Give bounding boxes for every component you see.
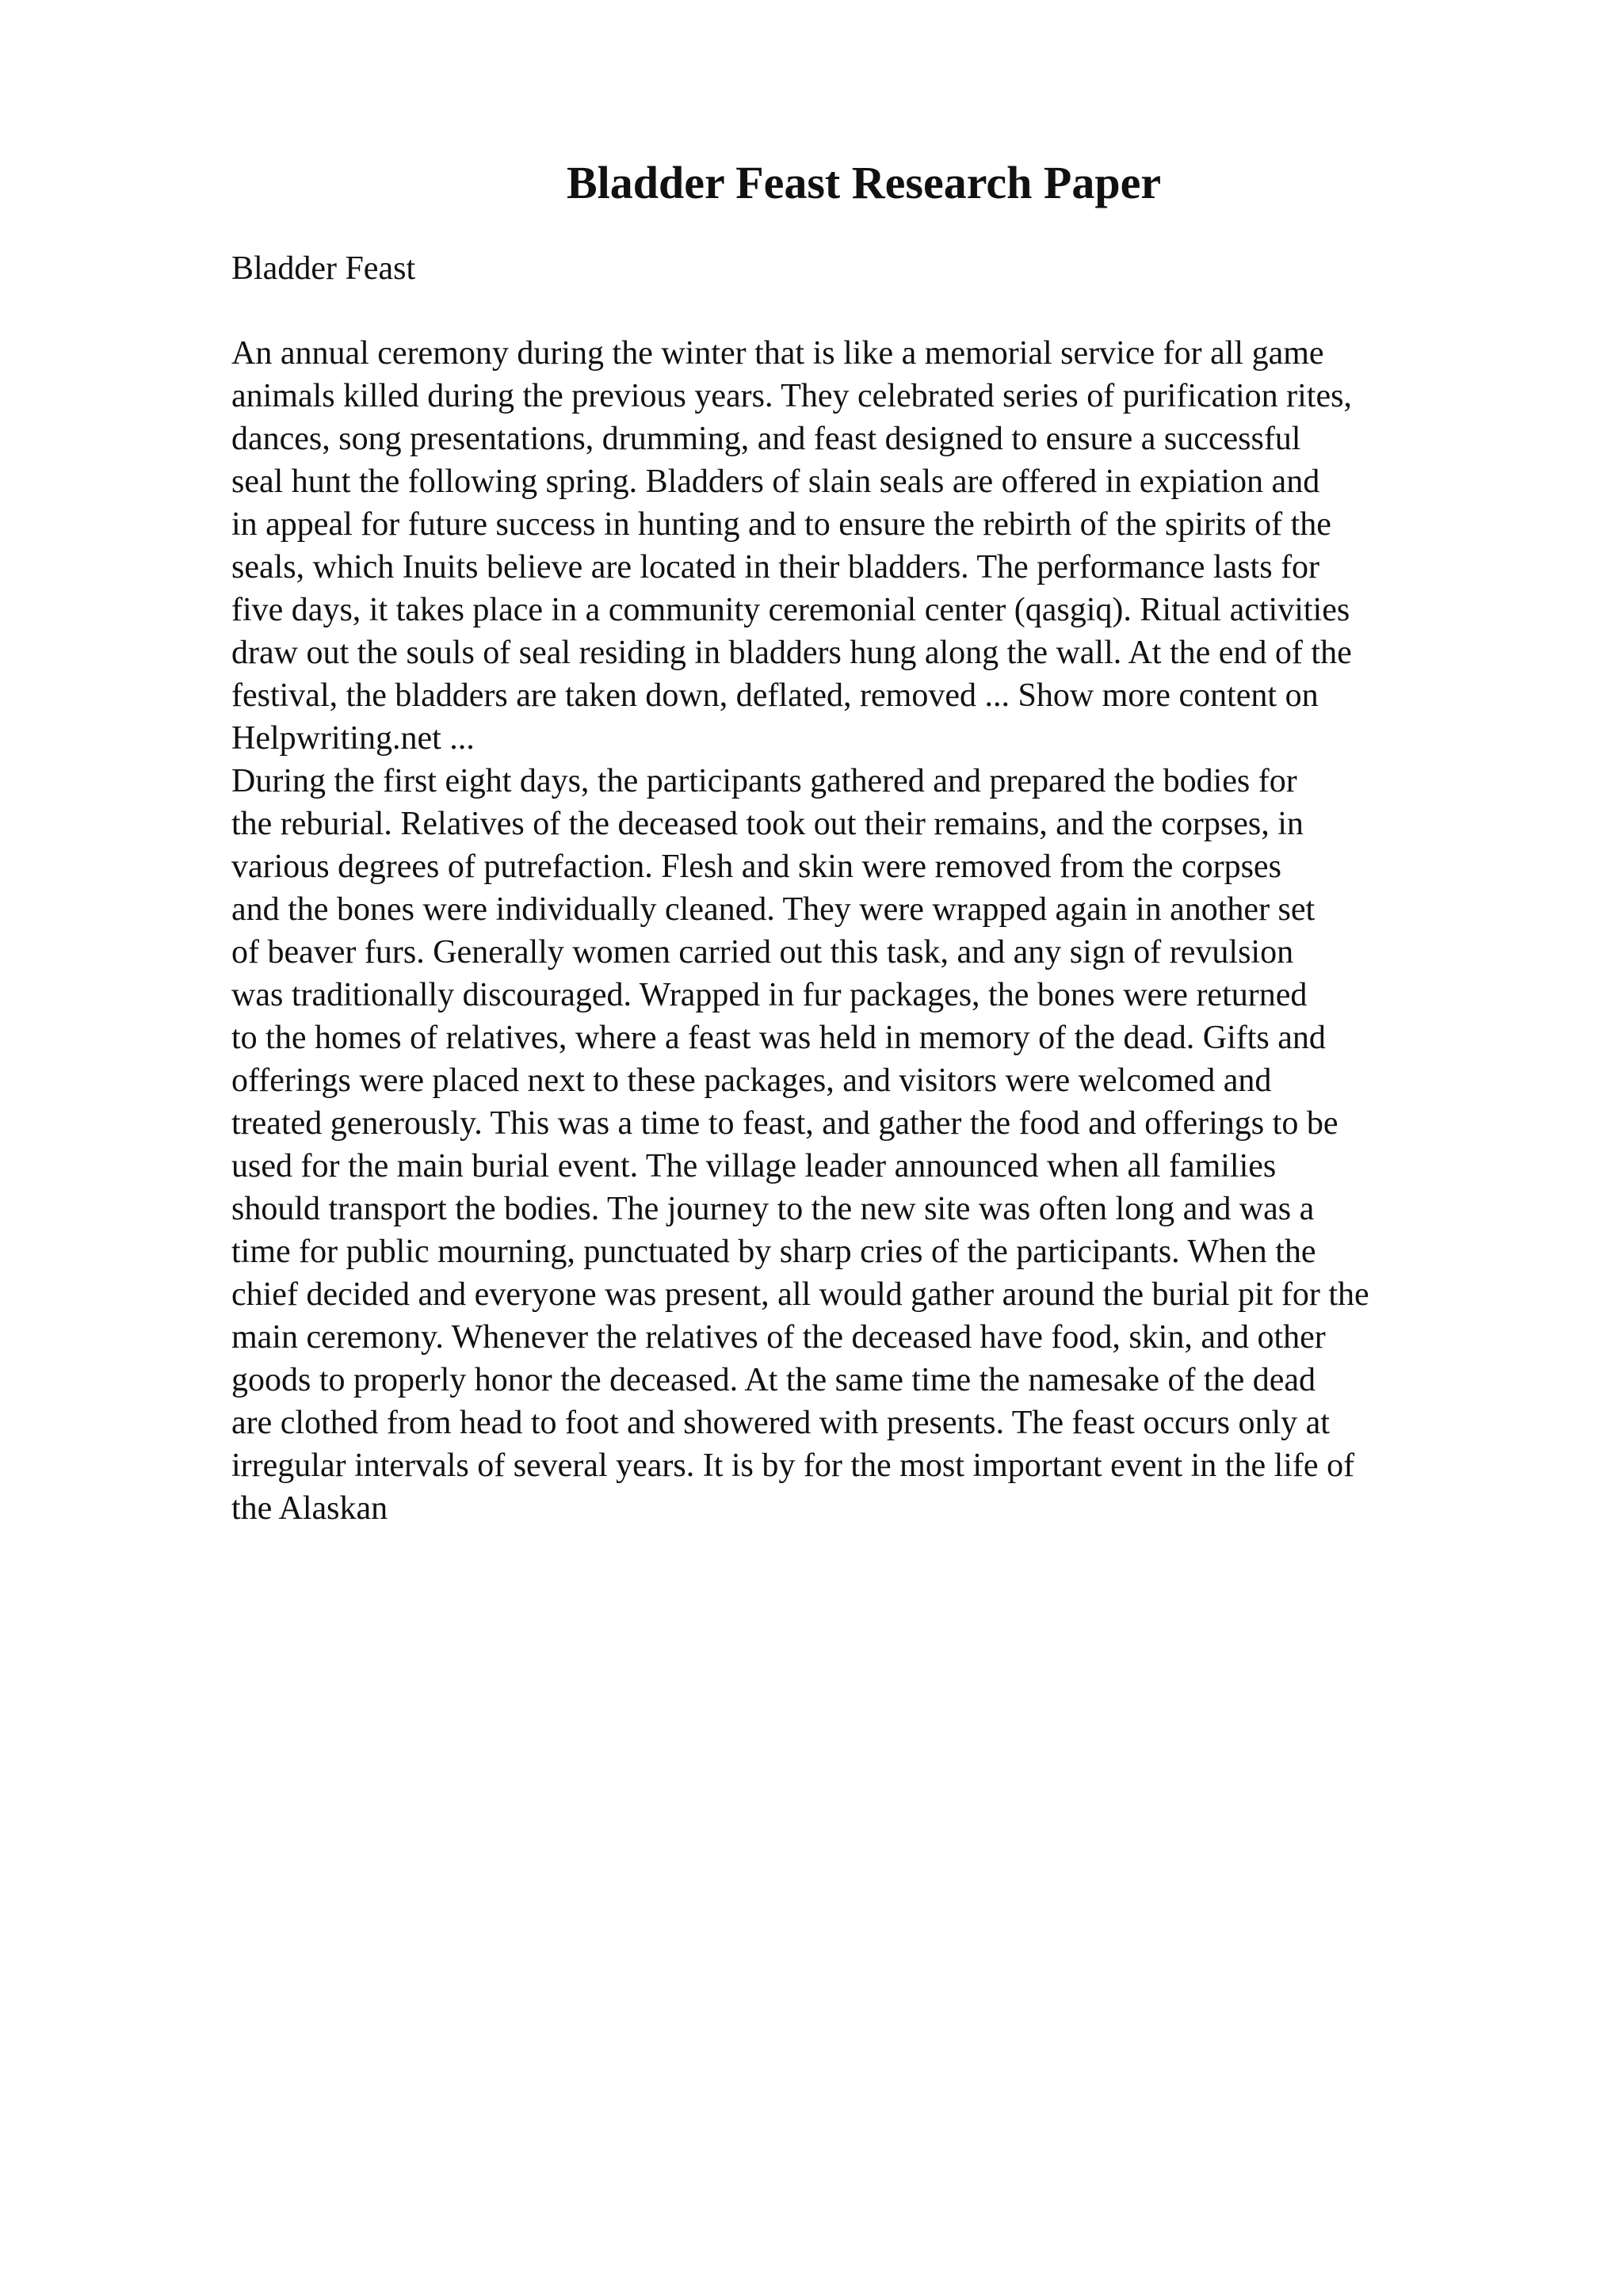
text-line: draw out the souls of seal residing in bladders hung along the wall. At the end of the bbox=[231, 635, 1352, 671]
text-line: festival, the bladders are taken down, deflated, removed ... Show more content on bbox=[231, 677, 1319, 714]
text-line: Helpwriting.net ... bbox=[231, 720, 475, 757]
text-line: seals, which Inuits believe are located in their bladders. The performance lasts for bbox=[231, 549, 1320, 585]
text-line: offerings were placed next to these packages, and visitors were welcomed and bbox=[231, 1062, 1272, 1099]
text-line: to the homes of relatives, where a feast was held in memory of the dead. Gifts and bbox=[231, 1020, 1326, 1056]
text-line: goods to properly honor the deceased. At the same time the namesake of the dead bbox=[231, 1362, 1316, 1398]
text-line: chief decided and everyone was present, all would gather around the burial pit for the bbox=[231, 1276, 1369, 1313]
text-line: of beaver furs. Generally women carried out this task, and any sign of revulsion bbox=[231, 934, 1294, 971]
paragraph-1 bbox=[231, 332, 1352, 760]
text-line: An annual ceremony during the winter that is like a memorial service for all game bbox=[231, 335, 1324, 372]
text-line: animals killed during the previous years. They celebrated series of purification rites, bbox=[231, 378, 1352, 414]
text-line: treated generously. This was a time to feast, and gather the food and offerings to be bbox=[231, 1105, 1338, 1142]
text-line: main ceremony. Whenever the relatives of the deceased have food, skin, and other bbox=[231, 1319, 1326, 1356]
text-line: dances, song presentations, drumming, and feast designed to ensure a successful bbox=[231, 421, 1301, 457]
text-line: five days, it takes place in a community ceremonial center (qasgiq). Ritual activities bbox=[231, 592, 1350, 628]
text-line: the reburial. Relatives of the deceased took out their remains, and the corpses, in bbox=[231, 806, 1304, 842]
text-line: seal hunt the following spring. Bladders of slain seals are offered in expiation and bbox=[231, 463, 1320, 500]
text-line: was traditionally discouraged. Wrapped in fur packages, the bones were returned bbox=[231, 977, 1308, 1013]
text-line: irregular intervals of several years. It is by for the most important event in the life of bbox=[231, 1447, 1355, 1484]
text-line: should transport the bodies. The journey to the new site was often long and was a bbox=[231, 1191, 1315, 1227]
text-line: are clothed from head to foot and showered with presents. The feast occurs only at bbox=[231, 1405, 1330, 1441]
text-line: and the bones were individually cleaned. They were wrapped again in another set bbox=[231, 891, 1316, 928]
text-line: During the first eight days, the participants gathered and prepared the bodies for bbox=[231, 763, 1297, 799]
document-title: Bladder Feast Research Paper bbox=[566, 157, 1162, 208]
text-line: various degrees of putrefaction. Flesh and skin were removed from the corpses bbox=[231, 849, 1281, 885]
paragraph-2 bbox=[231, 760, 1369, 1530]
text-line: in appeal for future success in hunting and to ensure the rebirth of the spirits of the bbox=[231, 506, 1331, 543]
text-line: time for public mourning, punctuated by sharp cries of the participants. When the bbox=[231, 1234, 1316, 1270]
document-subtitle: Bladder Feast bbox=[231, 250, 416, 287]
text-line: used for the main burial event. The village leader announced when all families bbox=[231, 1148, 1277, 1184]
text-line: the Alaskan bbox=[231, 1490, 388, 1527]
